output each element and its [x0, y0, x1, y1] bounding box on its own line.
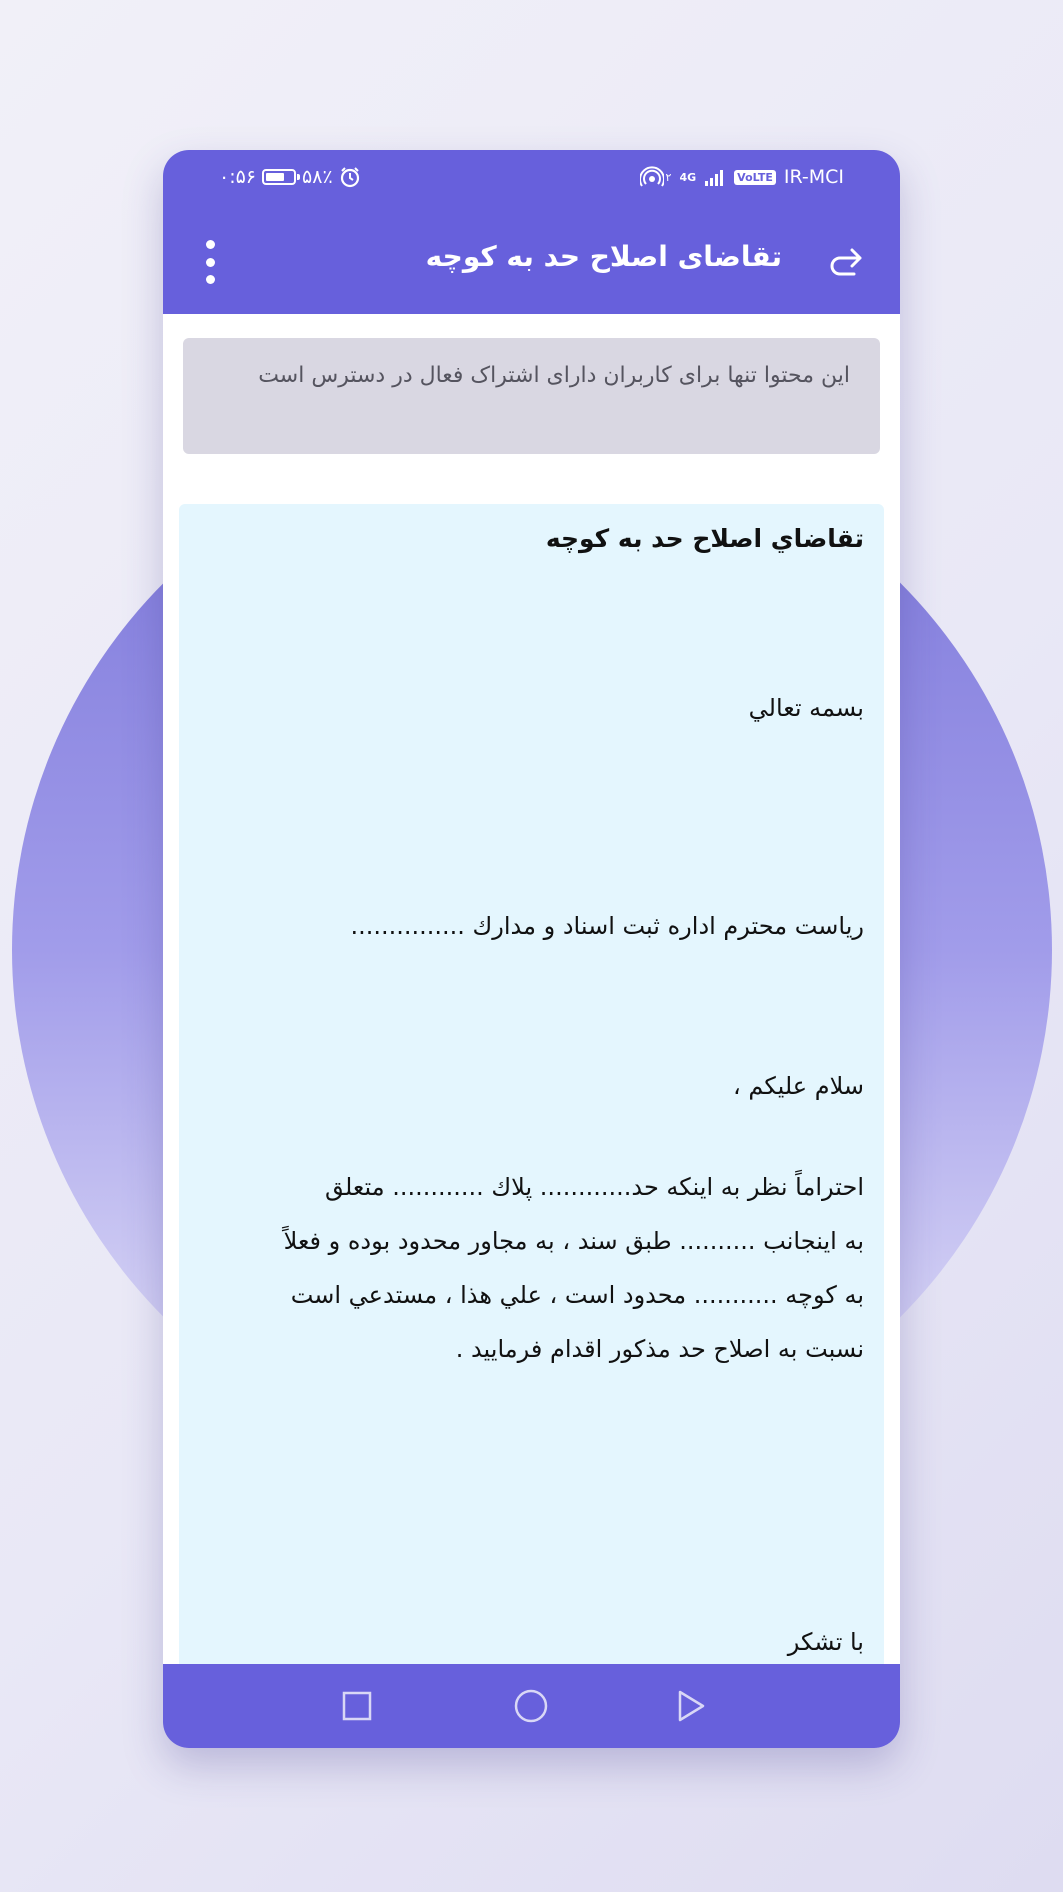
page-title: تقاضای اصلاح حد به کوچه: [425, 240, 782, 273]
document-closing: با تشكر: [787, 1628, 864, 1656]
battery-level: ۵۸٪: [302, 166, 333, 188]
signal-sub: ۲: [665, 170, 672, 184]
document-bismillah: بسمه تعالي: [748, 694, 864, 722]
phone-frame: [163, 150, 900, 1748]
signal-icon: [704, 168, 726, 186]
subscription-notice: این محتوا تنها برای کاربران دارای اشتراک فعال در دسترس است: [183, 338, 880, 454]
network-type: 4G: [679, 170, 697, 184]
carrier-name: IR-MCI: [783, 166, 844, 188]
system-nav-bar: [163, 1664, 900, 1748]
more-vertical-icon[interactable]: [203, 240, 217, 284]
square-recents-icon[interactable]: [337, 1686, 377, 1726]
alarm-icon: [339, 166, 361, 188]
document-addressee: رياست محترم اداره ثبت اسناد و مدارك ...............: [350, 912, 864, 940]
circle-home-icon[interactable]: [511, 1686, 551, 1726]
document-body-line: به كوچه ........... محدود است ، علي هذا ، مستدعي است: [290, 1281, 864, 1309]
status-time: ۰:۵۶: [219, 166, 257, 188]
document-body-line: احتراماً نظر به اينكه حد............ پلاك ............ متعلق: [324, 1173, 864, 1201]
document-content: [179, 504, 884, 1704]
document-body-line: به اينجانب .......... طبق سند ، به مجاور محدود بوده و فعلاً: [283, 1227, 864, 1255]
status-bar: [163, 150, 900, 206]
document-body-line: نسبت به اصلاح حد مذكور اقدام فرماييد .: [455, 1335, 864, 1363]
document-greeting: سلام عليكم ،: [732, 1072, 864, 1100]
status-left: [219, 166, 361, 188]
triangle-back-icon[interactable]: [671, 1686, 711, 1726]
volte-badge: VoLTE: [734, 170, 776, 185]
battery-icon: [262, 169, 296, 185]
hotspot-icon: [640, 166, 664, 188]
document-heading: تقاضاي اصلاح حد به كوچه: [545, 524, 864, 553]
status-right: [640, 166, 844, 188]
share-forward-icon[interactable]: [824, 238, 868, 282]
app-bar: [163, 206, 900, 314]
